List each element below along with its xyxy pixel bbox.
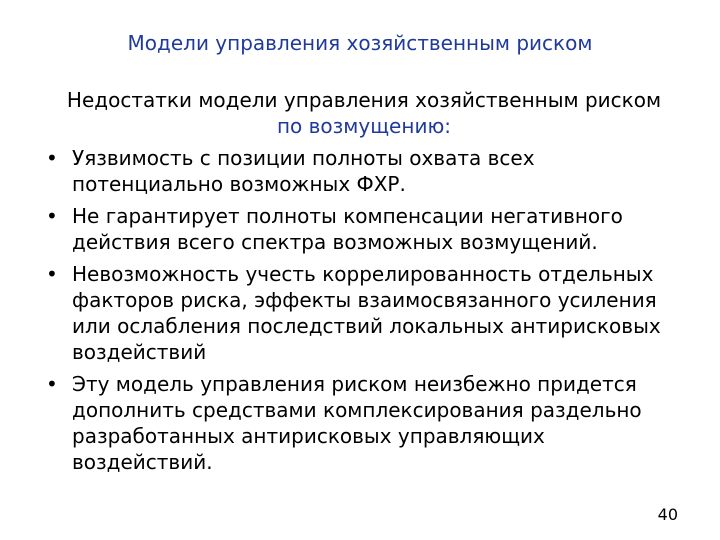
bullet-text: Уязвимость с позиции полноты охвата всех потенциально возможных ФХР. <box>72 146 535 196</box>
bullet-text: Не гарантирует полноты компенсации негативного действия всего спектра возможных возмущений. <box>72 204 623 254</box>
bullet-item <box>44 145 684 197</box>
page-number: 40 <box>657 505 678 524</box>
bullet-marker: • <box>46 204 58 228</box>
bullet-marker: • <box>46 146 58 170</box>
subheading-line-1: Недостатки модели управления хозяйственным риском <box>66 88 662 112</box>
bullet-text: Эту модель управления риском неизбежно придется дополнить средствами комплексирования раздельно разработанных антирисковых управляющих воздействий. <box>72 372 642 474</box>
slide-title: Модели управления хозяйственным риском <box>127 31 593 55</box>
slide-content <box>44 87 684 481</box>
bullet-item <box>44 371 684 475</box>
bullet-item <box>44 203 684 255</box>
subheading-line-2: по возмущению: <box>276 114 452 138</box>
bullet-text: Невозможность учесть коррелированность отдельных факторов риска, эффекты взаимосвязанного усиления или ослабления последствий локальных антирисковых воздействий <box>72 262 661 364</box>
bullet-marker: • <box>46 372 58 396</box>
bullet-item <box>44 261 684 365</box>
subheading <box>44 87 684 139</box>
bullet-list <box>44 145 684 475</box>
bullet-marker: • <box>46 262 58 286</box>
